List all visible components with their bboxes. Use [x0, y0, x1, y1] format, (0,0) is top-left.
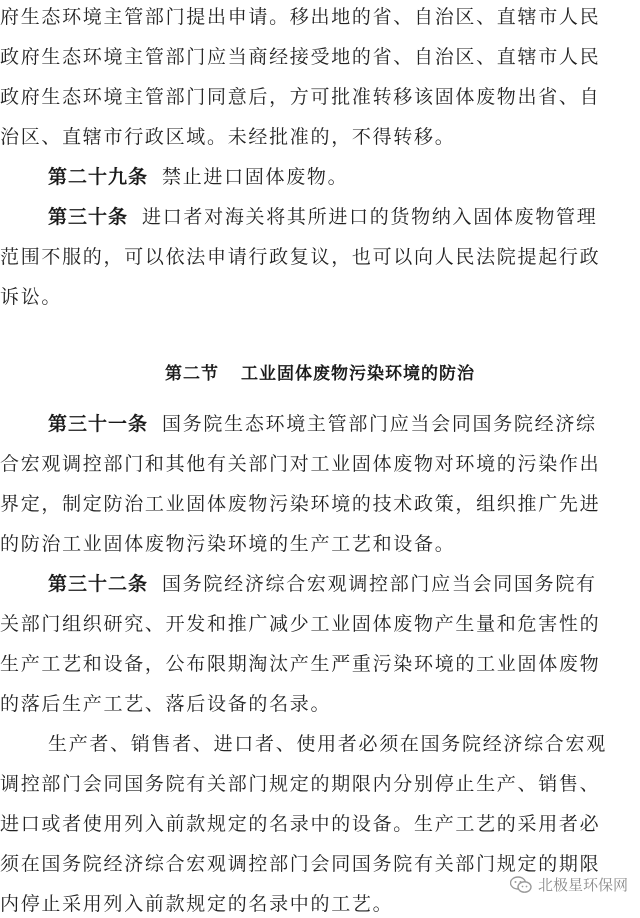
watermark-text: 北极星环保网	[537, 876, 628, 894]
article-30	[0, 203, 640, 231]
section-heading	[0, 360, 640, 388]
article-text: 进口者对海关将其所进口的货物纳入固体废物管理	[142, 206, 598, 228]
article-number: 第三十条	[48, 206, 129, 228]
text-line: 生产工艺和设备，公布限期淘汰产生严重污染环境的工业固体废物	[0, 653, 601, 675]
text-line: 内停止采用列入前款规定的名录中的工艺。	[0, 893, 394, 915]
text-line: 的防治工业固体废物污染环境的生产工艺和设备。	[0, 533, 456, 555]
article-text: 国务院生态环境主管部门应当会同国务院经济综	[162, 413, 597, 435]
article-32	[0, 570, 640, 598]
text-line: 府生态环境主管部门提出申请。移出地的省、自治区、直辖市人民	[0, 6, 601, 28]
article-31	[0, 410, 640, 438]
wechat-icon	[510, 876, 532, 894]
article-number: 第三十二条	[48, 573, 149, 595]
text-line: 治区、直辖市行政区域。未经批准的，不得转移。	[0, 126, 456, 148]
article-text: 禁止进口固体废物。	[162, 166, 349, 188]
article-number: 第三十一条	[48, 413, 149, 435]
section-title: 工业固体废物污染环境的防治	[241, 364, 475, 384]
article-text: 国务院经济综合宏观调控部门应当会同国务院有	[162, 573, 597, 595]
text-line: 诉讼。	[0, 286, 63, 308]
section-label: 第二节	[165, 364, 219, 384]
text-line: 的落后生产工艺、落后设备的名录。	[0, 693, 332, 715]
article-number: 第二十九条	[48, 166, 149, 188]
text-line: 进口或者使用列入前款规定的名录中的设备。生产工艺的采用者必	[0, 813, 601, 835]
text-line: 范围不服的，可以依法申请行政复议，也可以向人民法院提起行政	[0, 246, 601, 268]
text-line: 政府生态环境主管部门应当商经接受地的省、自治区、直辖市人民	[0, 46, 601, 68]
text-line: 政府生态环境主管部门同意后，方可批准转移该固体废物出省、自	[0, 86, 601, 108]
text-line: 须在国务院经济综合宏观调控部门会同国务院有关部门规定的期限	[0, 853, 601, 875]
text-line: 调控部门会同国务院有关部门规定的期限内分别停止生产、销售、	[0, 773, 601, 795]
article-29	[0, 163, 640, 191]
text-line: 合宏观调控部门和其他有关部门对工业固体废物对环境的污染作出	[0, 453, 601, 475]
watermark	[510, 874, 628, 895]
text-line: 界定，制定防治工业固体废物污染环境的技术政策，组织推广先进	[0, 493, 601, 515]
paragraph-line: 生产者、销售者、进口者、使用者必须在国务院经济综合宏观	[48, 733, 607, 755]
text-line: 关部门组织研究、开发和推广减少工业固体废物产生量和危害性的	[0, 613, 601, 635]
